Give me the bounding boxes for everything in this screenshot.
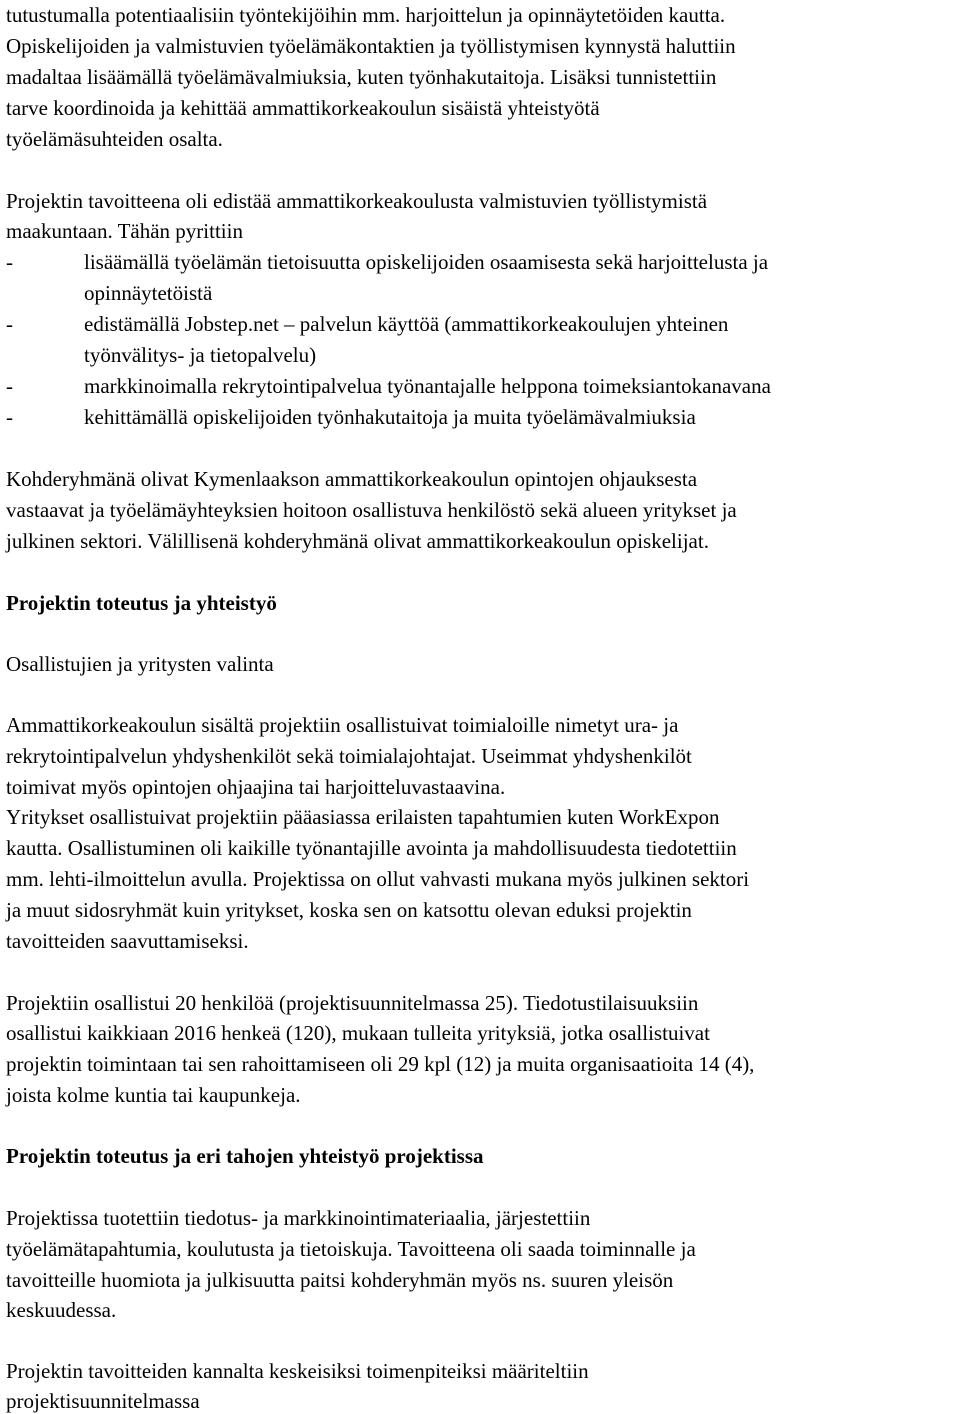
text-line: Ammattikorkeakoulun sisältä projektiin osallistuivat toimialoille nimetyt ura- ja xyxy=(6,713,679,737)
text-line: julkinen sektori. Välillisenä kohderyhmänä olivat ammattikorkeakoulun opiskelijat. xyxy=(6,529,709,553)
text-line: projektin toimintaan tai sen rahoittamiseen oli 29 kpl (12) ja muita organisaatioita 14 (4), xyxy=(6,1052,755,1076)
list-item-text: kehittämällä opiskelijoiden työnhakutaitoja ja muita työelämävalmiuksia xyxy=(84,405,696,429)
list-item-text: edistämällä Jobstep.net – palvelun käyttöä (ammattikorkeakoulujen yhteinen xyxy=(84,312,729,336)
text-line: Kohderyhmänä olivat Kymenlaakson ammattikorkeakoulun opintojen ohjauksesta xyxy=(6,467,698,491)
text-line: keskuudessa. xyxy=(6,1298,117,1322)
text-line: työelämäsuhteiden osalta. xyxy=(6,127,223,151)
text-line: Projektiin osallistui 20 henkilöä (projektisuunnitelmassa 25). Tiedotustilaisuuksiin xyxy=(6,991,699,1015)
text-line: Yritykset osallistuivat projektiin pääasiassa erilaisten tapahtumien kuten WorkExpon xyxy=(6,805,720,829)
text-line: projektisuunnitelmassa xyxy=(6,1389,200,1413)
list-item-text: työnvälitys- ja tietopalvelu) xyxy=(84,343,317,367)
text-line: toimivat myös opintojen ohjaajina tai harjoitteluvastaavina. xyxy=(6,775,506,799)
text-line: Opiskelijoiden ja valmistuvien työelämäkontaktien ja työllistymisen kynnystä haluttiin xyxy=(6,34,736,58)
text-line: osallistui kaikkiaan 2016 henkeä (120), mukaan tulleita yrityksiä, jotka osallistuivat xyxy=(6,1021,710,1045)
text-line: rekrytointipalvelun yhdyshenkilöt sekä toimialajohtajat. Useimmat yhdyshenkilöt xyxy=(6,744,692,768)
list-marker: - xyxy=(6,250,13,274)
text-line: työelämätapahtumia, koulutusta ja tietoiskuja. Tavoitteena oli saada toiminnalle ja xyxy=(6,1237,696,1261)
section-heading: Projektin toteutus ja eri tahojen yhteistyö projektissa xyxy=(6,1144,484,1168)
subsection-heading: Osallistujien ja yritysten valinta xyxy=(6,652,274,676)
text-line: tavoitteille huomiota ja julkisuutta paitsi kohderyhmän myös ns. suuren yleisön xyxy=(6,1268,674,1292)
text-line: Projektissa tuotettiin tiedotus- ja markkinointimateriaalia, järjestettiin xyxy=(6,1206,591,1230)
text-line: joista kolme kuntia tai kaupunkeja. xyxy=(6,1083,301,1107)
section-heading: Projektin toteutus ja yhteistyö xyxy=(6,591,277,615)
list-item-text: markkinoimalla rekrytointipalvelua työnantajalle helppona toimeksiantokanavana xyxy=(84,374,771,398)
text-line: maakuntaan. Tähän pyrittiin xyxy=(6,219,243,243)
text-line: kautta. Osallistuminen oli kaikille työnantajille avointa ja mahdollisuudesta tiedotettiin xyxy=(6,836,737,860)
text-line: tarve koordinoida ja kehittää ammattikorkeakoulun sisäistä yhteistyötä xyxy=(6,96,600,120)
text-line: Projektin tavoitteiden kannalta keskeisiksi toimenpiteiksi määriteltiin xyxy=(6,1359,589,1383)
text-line: tavoitteiden saavuttamiseksi. xyxy=(6,929,249,953)
list-marker: - xyxy=(6,405,13,429)
list-item-text: lisäämällä työelämän tietoisuutta opiskelijoiden osaamisesta sekä harjoittelusta ja xyxy=(84,250,769,274)
text-line: madaltaa lisäämällä työelämävalmiuksia, kuten työnhakutaitoja. Lisäksi tunnistettiin xyxy=(6,65,717,89)
list-item-text: opinnäytetöistä xyxy=(84,281,213,305)
text-line: tutustumalla potentiaalisiin työntekijöihin mm. harjoittelun ja opinnäytetöiden kautta. xyxy=(6,3,726,27)
list-marker: - xyxy=(6,374,13,398)
text-line: vastaavat ja työelämäyhteyksien hoitoon osallistuva henkilöstö sekä alueen yritykset ja xyxy=(6,498,737,522)
text-line: ja muut sidosryhmät kuin yritykset, koska sen on katsottu olevan eduksi projektin xyxy=(6,898,692,922)
text-line: mm. lehti-ilmoittelun avulla. Projektissa on ollut vahvasti mukana myös julkinen sektori xyxy=(6,867,750,891)
text-line: Projektin tavoitteena oli edistää ammattikorkeakoulusta valmistuvien työllistymistä xyxy=(6,189,708,213)
list-marker: - xyxy=(6,312,13,336)
